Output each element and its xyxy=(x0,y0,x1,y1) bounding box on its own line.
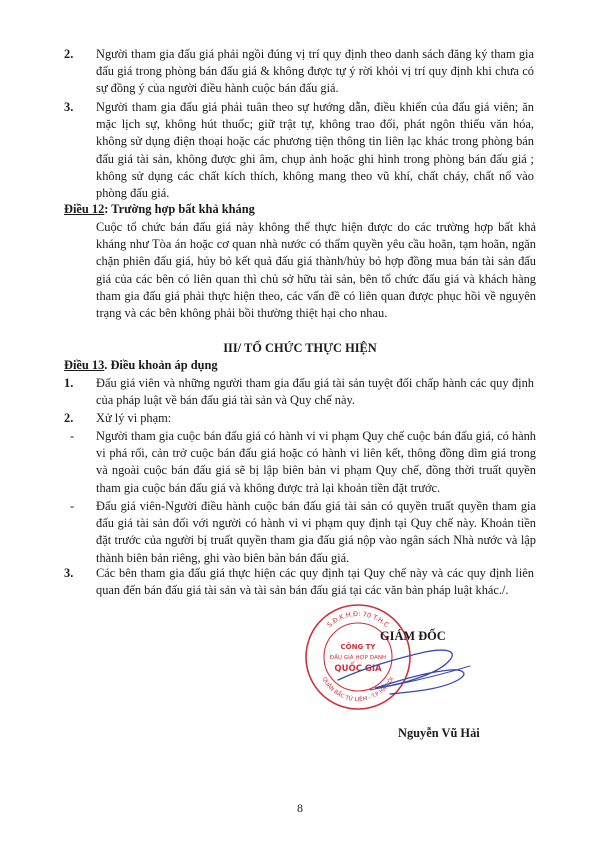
list-item xyxy=(64,99,534,199)
signatory-position: GIÁM ĐỐC xyxy=(380,629,446,643)
article-13-label: Điều 13 xyxy=(64,358,105,372)
dash-text: Người tham gia cuộc bán đấu giá có hành vi vi phạm Quy chế cuộc bán đấu giá, có hành vi phá rối, cản trở cuộc bán đấu giá hoặc có hành vi liên kết, thông đồng dìm giá trong và ngoài cuộc bán đấu giá sẽ bị lập biên bản vi phạm Quy chế, đồng thời truất quyền tham gia cuộc bán đấu giá và không được trả lại khoản tiền đặt trước. xyxy=(96,429,536,495)
item-number: 2. xyxy=(64,411,74,425)
list-item xyxy=(64,565,534,617)
list-item xyxy=(64,375,534,410)
dash-item xyxy=(70,428,536,498)
item-number: 1. xyxy=(64,376,74,390)
dash-text: Đấu giá viên-Người điều hành cuộc bán đấu giá tài sản có quyền truất quyền tham gia đấu giá tài sản đối với người có hành vi vi phạm quy định tại Quy chế này. Khoản tiền đặt trước của người bị truất quyền tham gia đấu giá nộp vào ngân sách Nhà nước và lập thành biên bản riêng, ghi vào biên bản bán đấu giá. xyxy=(96,499,536,565)
seal-ring-top: S.Đ.K.H.Đ: 70 T.H.C xyxy=(325,609,391,629)
item-text: Các bên tham gia đấu giá thực hiện các quy định tại Quy chế này và các quy định liên quan đến bán đấu giá tài sản và tài sản bán đấu giá tại các văn bản pháp luật khác./. xyxy=(96,566,534,598)
seal-line-3: QUỐC GIA xyxy=(334,664,382,674)
seal-line-1: CÔNG TY xyxy=(340,643,376,651)
signatory-name: Nguyễn Vũ Hải xyxy=(398,726,480,740)
article-12-title: : Trường hợp bất khả kháng xyxy=(104,202,255,216)
article-13-heading xyxy=(64,357,218,374)
item-text: Xử lý vi phạm: xyxy=(96,411,172,425)
article-12-label: Điều 12 xyxy=(64,202,105,216)
article-12-body: Cuộc tổ chức bán đấu giá này không thể thực hiện được do các trường hợp bất khả kháng như Tòa án hoặc cơ quan nhà nước có thẩm quyền yêu cầu hoãn, tạm hoãn, ngăn chặn phiên đấu giá, hủy bỏ kết quả đấu giá thành/hủy bỏ hợp đồng mua bán tài sản đấu giá của các bên có liên quan thì chủ sở hữu tài sản, bên tổ chức đấu giá và khách hàng tham gia đấu giá phải thực hiện theo, các vấn đề có liên quan được phục hồi về nguyên trạng và các bên không phải bồi thường thiệt hại cho nhau. xyxy=(96,220,536,321)
page-number: 8 xyxy=(297,801,303,815)
section-title: III/ TỔ CHỨC THỰC HIỆN xyxy=(223,341,377,355)
handwritten-signature xyxy=(330,640,480,700)
article-12-heading xyxy=(64,201,255,218)
article-13-title: . Điều khoản áp dụng xyxy=(104,358,218,372)
item-text: Người tham gia đấu giá phải tuân theo sự hướng dẫn, điều khiển của đấu giá viên; ăn mặc lịch sự, không hút thuốc; giữ trật tự, không trao đổi, phát ngôn thiếu văn hóa, không sử dụng điện thoại hoặc các phương tiện thông tin liên lạc khác trong phòng bán đấu giá tài sản, không được ghi âm, chụp ảnh hoặc ghi hình trong phòng bán đấu giá ; không sử dụng các chất kích thích, không mang theo vũ khí, chất cháy, chất nổ vào phòng đấu giá. xyxy=(96,100,534,201)
item-number: 3. xyxy=(64,100,74,114)
list-item xyxy=(64,410,534,428)
list-item xyxy=(64,46,534,98)
item-number: 3. xyxy=(64,566,74,580)
seal-line-2: ĐẤU GIÁ HỢP DANH xyxy=(329,655,387,661)
item-text: Đấu giá viên và những người tham gia đấu giá tài sản tuyệt đối chấp hành các quy định của pháp luật về bán đấu giá tài sản và Quy chế này. xyxy=(96,376,534,408)
item-number: 2. xyxy=(64,47,74,61)
svg-text:S.Đ.K.H.Đ: 70 T.H.C xyxy=(326,610,391,629)
item-text: Người tham gia đấu giá phải ngồi đúng vị trí quy định theo danh sách đăng ký tham gia đấu giá trong phòng bán đấu giá & không được tự ý rời khỏi vị trí quy định khi chưa có sự đồng ý của người điều hành cuộc bán đấu giá. xyxy=(96,47,534,96)
dash-marker: - xyxy=(70,429,75,443)
dash-item xyxy=(70,498,536,568)
dash-marker: - xyxy=(70,499,75,513)
seal-ring-bottom: QUẬN BẮC TỪ LIÊM - T.P HÀ NỘI xyxy=(320,676,396,704)
